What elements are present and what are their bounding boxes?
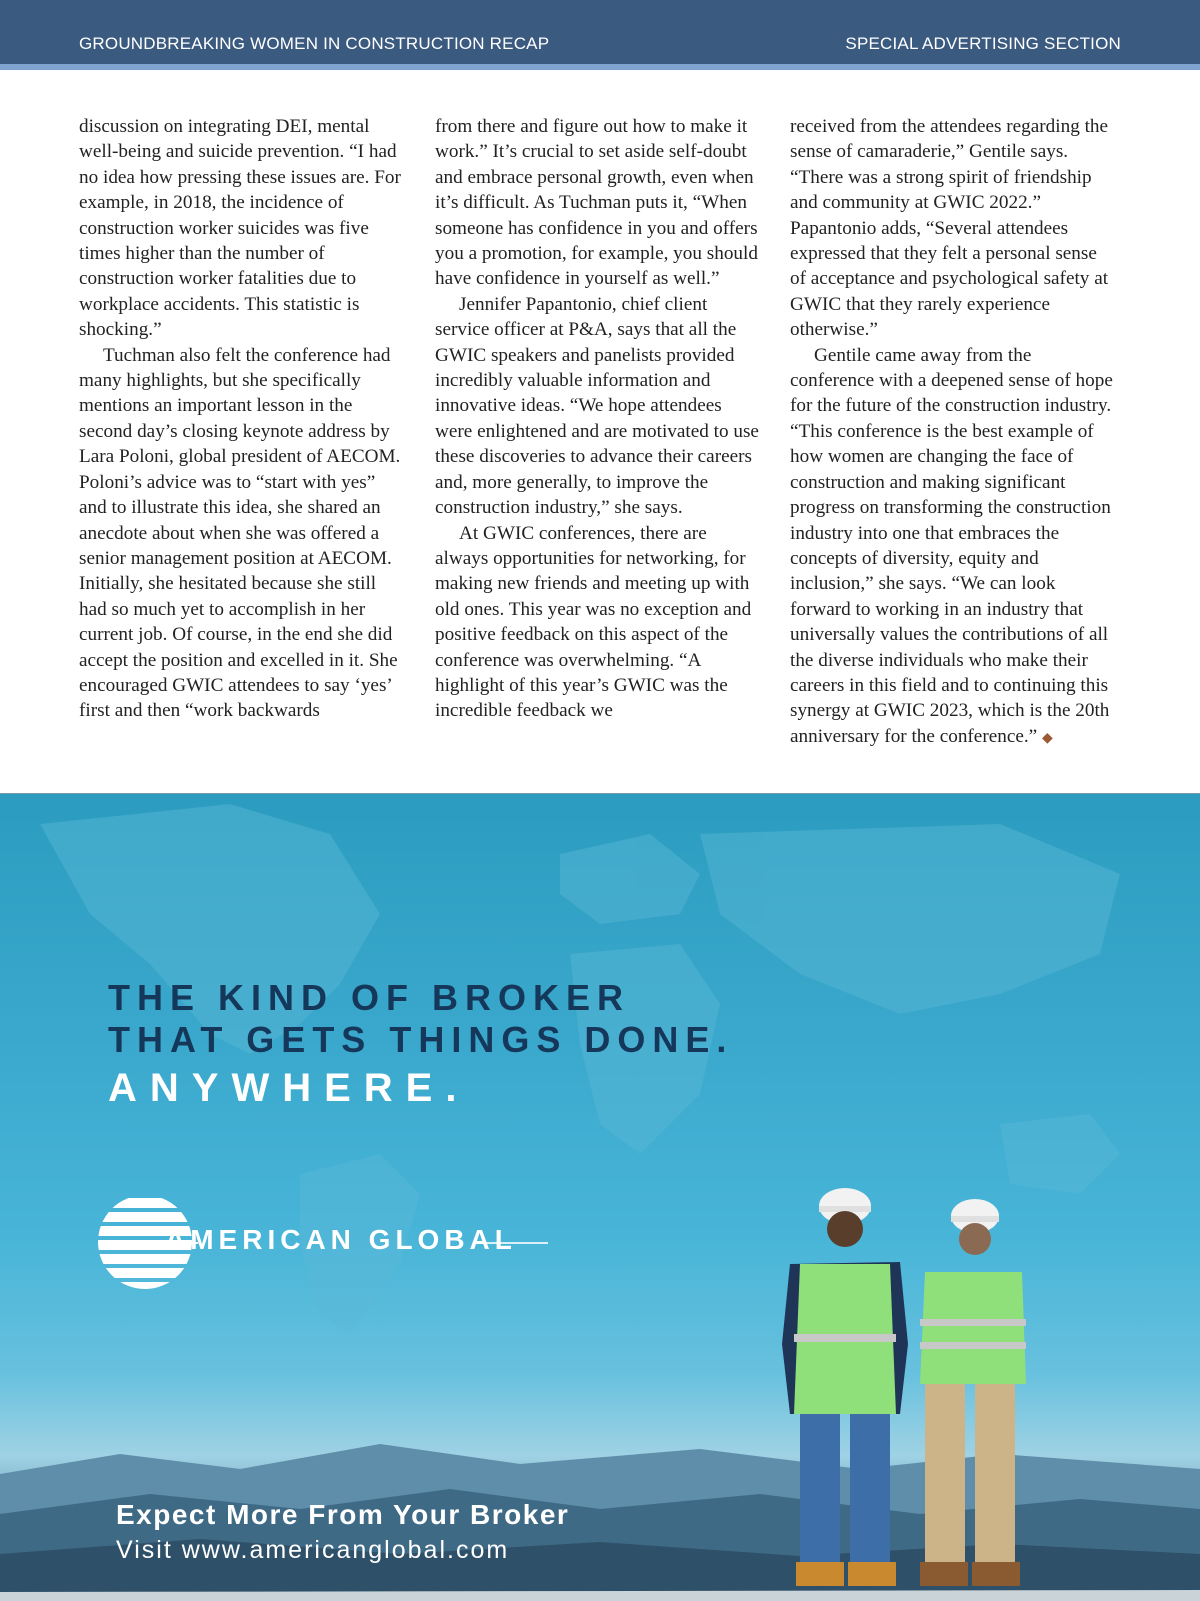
ad-headline-line-3: ANYWHERE. bbox=[108, 1066, 470, 1110]
paragraph: received from the attendees regarding the sense of camaraderie,” Gentile says. “There was a strong spirit of friendship and community at GWIC 2022.” Papantonio adds, “Several attendees expressed that they felt a personal sense of acceptance and psychological safety at GWIC that they rarely experience otherwise.” bbox=[790, 116, 1109, 341]
ad-headline-line-1: THE KIND OF BROKER bbox=[108, 977, 630, 1018]
ad-headline-line-2: THAT GETS THINGS DONE. bbox=[108, 1019, 734, 1060]
construction-workers-image bbox=[760, 1184, 1060, 1601]
running-header bbox=[0, 0, 1200, 64]
paragraph: At GWIC conferences, there are always opportunities for networking, for making new friends and meeting up with old ones. This year was no exception and positive feedback on this aspect of the conference was overwhelming. “A highlight of this year’s GWIC was the incredible feedback we bbox=[435, 522, 752, 722]
paragraph: Tuchman also felt the conference had many highlights, but she specifically mentions an important lesson in the second day’s closing keynote address by Lara Poloni, global president of AECOM. Poloni’s advice was to “start with yes” and to illustrate this idea, she shared an anecdote about when she was offered a senior management position at AECOM. Initially, she hesitated because she still had so much yet to accomplish in her current job. Of course, in the end she did accept the position and excelled in it. She encouraged GWIC attendees to say ‘yes’ first and then “work backwards bbox=[79, 344, 401, 722]
article-column-1 bbox=[79, 114, 405, 724]
paragraph: Gentile came away from the conference with a deepened sense of hope for the future of the construction industry. “This conference is the best example of how women are changing the face of construction and making significant progress on transforming the construction industry into one that embraces the concepts of diversity, equity and inclusion,” she says. “We can look forward to working in an industry that universally values the contributions of all the diverse individuals who make their careers in this field and to continuing this synergy at GWIC 2023, which is the 20th anniversary for the conference.” bbox=[790, 344, 1113, 747]
article-column-3 bbox=[790, 114, 1116, 751]
article-body bbox=[79, 114, 1121, 754]
advertisement bbox=[0, 793, 1200, 1601]
header-advertising-label: SPECIAL ADVERTISING SECTION bbox=[845, 34, 1121, 53]
ad-website-link[interactable]: Visit www.americanglobal.com bbox=[116, 1536, 510, 1564]
paragraph: from there and figure out how to make it work.” It’s crucial to set aside self-doubt and embrace personal growth, even when it’s difficult. As Tuchman puts it, “When someone has confidence in you and offers you a promotion, for example, you should have confidence in yourself as well.” bbox=[435, 116, 758, 290]
paragraph: Jennifer Papantonio, chief client service officer at P&A, says that all the GWIC speakers and panelists provided incredibly valuable information and innovative ideas. “We hope attendees were enlightened and are motivated to use these discoveries to advance their careers and, more generally, to improve the construction industry,” she says. bbox=[435, 293, 759, 519]
end-of-article-icon: ◆ bbox=[1041, 730, 1053, 746]
ad-tagline: Expect More From Your Broker bbox=[116, 1499, 570, 1530]
paragraph: discussion on integrating DEI, mental well-being and suicide prevention. “I had no idea how pressing these issues are. For example, in 2018, the incidence of construction worker suicides was five times higher than the number of construction worker fatalities due to workplace accidents. This statistic is shocking.” bbox=[79, 116, 401, 341]
brand-name: AMERICAN GLOBAL bbox=[165, 1224, 517, 1255]
article-column-2 bbox=[435, 114, 761, 724]
header-section-title: GROUNDBREAKING WOMEN IN CONSTRUCTION RECAP bbox=[79, 34, 550, 53]
header-rule bbox=[0, 64, 1200, 70]
